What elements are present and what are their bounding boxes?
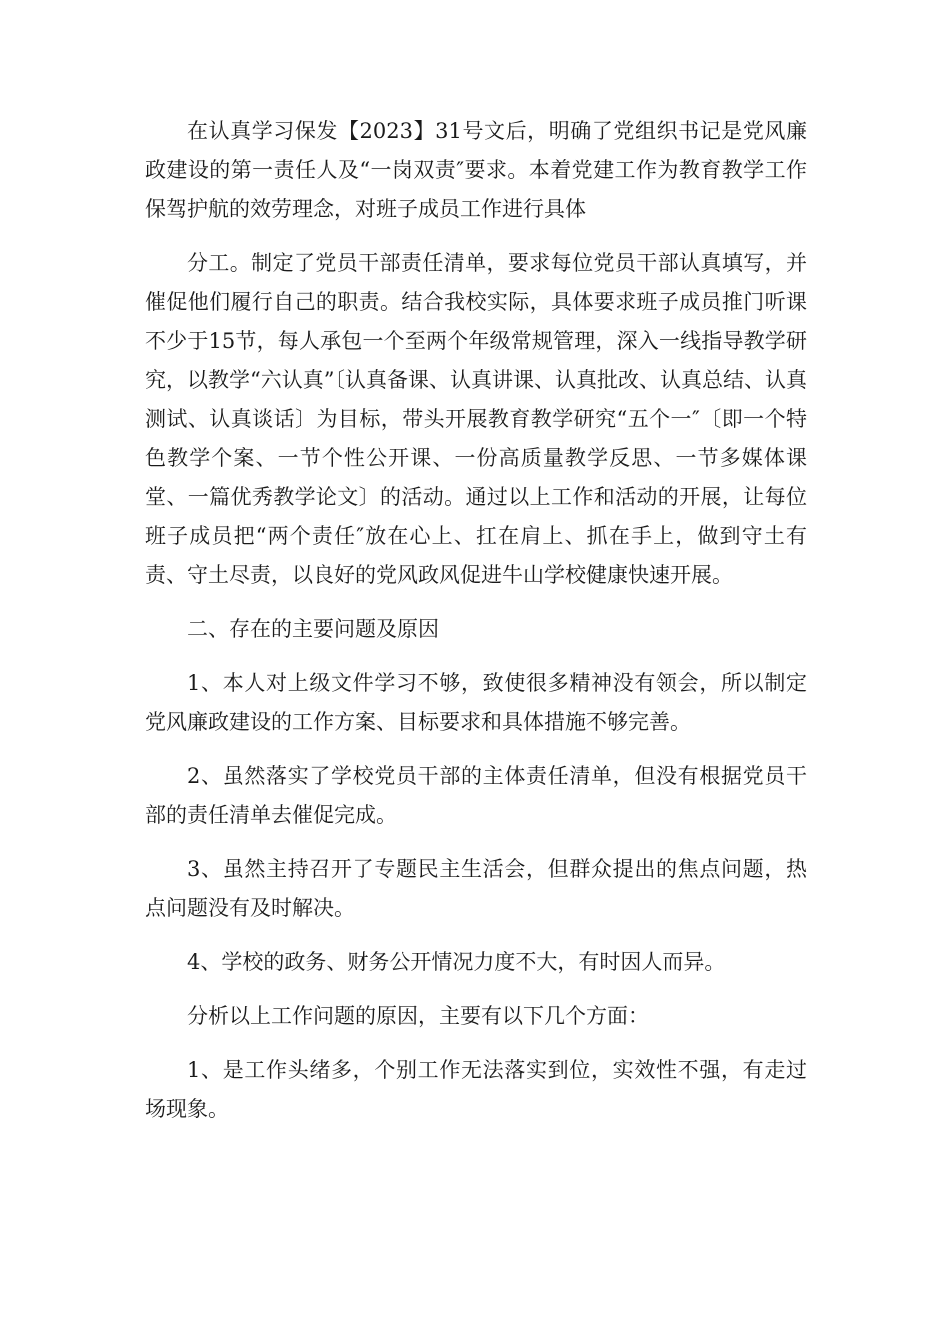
document-body [145,112,807,1144]
problem-item-3: 3、虽然主持召开了专题民主生活会，但群众提出的焦点问题，热点问题没有及时解决。 [145,857,807,920]
cause-item-1: 1、是工作头绪多，个别工作无法落实到位，实效性不强，有走过场现象。 [145,1058,807,1121]
paragraph-division-of-work: 分工。制定了党员干部责任清单，要求每位党员干部认真填写，并催促他们履行自己的职责。结合我校实际，具体要求班子成员推门听课不少于15节，每人承包一个至两个年级常规管理，深入一线指导教学研究，以教学“六认真”〔认真备课、认真讲课、认真批改、认真总结、认真测试、认真谈话〕为目标，带头开展教育教学研究“五个一″〔即一个特色教学个案、一节个性公开课、一份高质量教学反思、一节多媒体课堂、一篇优秀教学论文〕的活动。通过以上工作和活动的开展，让每位班子成员把“两个责任″放在心上、扛在肩上、抓在手上，做到守土有责、守土尽责，以良好的党风政风促进牛山学校健康快速开展。 [145,251,807,587]
section-heading-problems: 二、存在的主要问题及原因 [187,617,439,641]
problem-item-1: 1、本人对上级文件学习不够，致使很多精神没有领会，所以制定党风廉政建设的工作方案、目标要求和具体措施不够完善。 [145,671,807,734]
cause-analysis-intro: 分析以上工作问题的原因，主要有以下几个方面： [187,1004,649,1028]
problem-item-4: 4、学校的政务、财务公开情况力度不大，有时因人而异。 [187,950,726,974]
problem-item-2: 2、虽然落实了学校党员干部的主体责任清单，但没有根据党员干部的责任清单去催促完成。 [145,764,807,827]
paragraph-intro: 在认真学习保发【2023】31号文后，明确了党组织书记是党风廉政建设的第一责任人及“一岗双责″要求。本着党建工作为教育教学工作保驾护航的效劳理念，对班子成员工作进行具体 [145,119,807,221]
